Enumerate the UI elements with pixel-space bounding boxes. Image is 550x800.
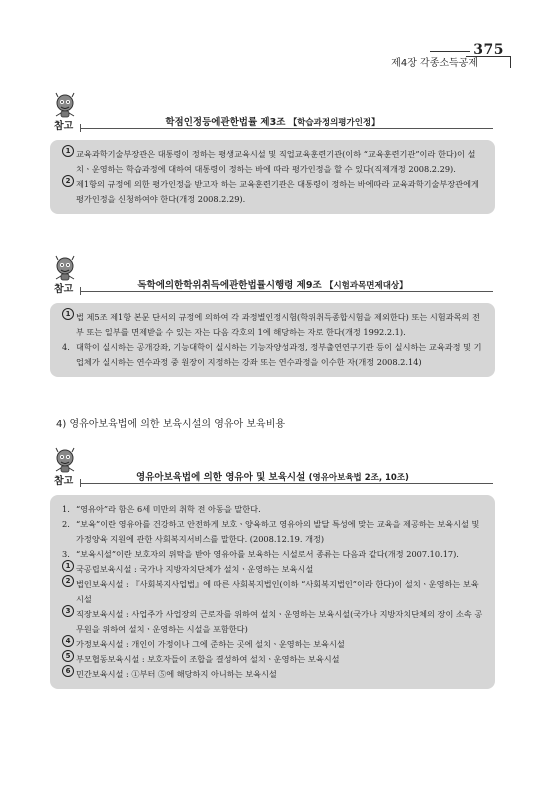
item-number: 4. xyxy=(62,342,70,352)
reference-section-2 xyxy=(50,255,495,377)
list-item xyxy=(62,147,483,177)
list-item xyxy=(62,577,483,607)
item-number: 5 xyxy=(62,650,74,662)
item-number: 4 xyxy=(62,635,74,647)
title-main: 영유아보육법에 의한 영유아 및 보육시설 xyxy=(136,472,306,483)
reference-section-3 xyxy=(50,447,495,689)
item-number: 2 xyxy=(62,175,74,187)
section-head xyxy=(50,447,495,489)
item-number: 2 xyxy=(62,575,74,587)
list-item xyxy=(62,637,483,652)
reference-tag: 참고 xyxy=(54,284,74,295)
list-item xyxy=(62,177,483,207)
title-sub: 【시험과목면제대상】 xyxy=(324,281,408,291)
list-item xyxy=(62,340,483,370)
item-text: 가정보육시설 : 개인이 가정이나 그에 준하는 곳에 설치ㆍ운영하는 보육시설 xyxy=(76,639,345,649)
reference-tag: 참고 xyxy=(54,476,74,487)
item-text: 교육과학기술부장관은 대통령이 정하는 평생교육시설 및 직업교육훈련기관(이하 “교육훈련기관”이라 한다)이 설치ㆍ운영하는 학습과정에 대하여 대통령이 정하는 바에 따라 평가인정을 할 수 있다(직제개정 2008.2.29). xyxy=(76,149,476,174)
header-rule xyxy=(510,56,511,68)
item-text: “보육시설”이란 보호자의 위탁을 받아 영유아를 보육하는 시설로서 종류는 다음과 같다(개정 2007.10.17). xyxy=(76,549,459,559)
list-item xyxy=(62,562,483,577)
header-rule xyxy=(430,51,470,52)
item-number: 1. xyxy=(62,504,70,514)
title-rule xyxy=(80,128,493,129)
item-text: 법인보육시설 : 『사회복지사업법』에 따른 사회복지법인(이하 “사회복지법인”이라 한다)이 설치ㆍ운영하는 보육시설 xyxy=(76,579,479,604)
item-text: 대학이 실시하는 공개강좌, 기능대학이 실시하는 기능자양성과정, 정부출연연구기관 등이 실시하는 교육과정 및 기업체가 실시하는 연수과정 중 원장이 지정하는 강좌 또는 연수과정을 이수한 자(개정 2008.2.14) xyxy=(76,342,482,367)
list-item xyxy=(62,310,483,340)
list-item xyxy=(62,607,483,637)
list-item xyxy=(62,517,483,547)
reference-section-1 xyxy=(50,92,495,214)
list-item xyxy=(62,547,483,562)
item-number: 1 xyxy=(62,308,74,320)
title-main: 독학에의한학위취득에관한법률시행령 제9조 xyxy=(137,280,322,291)
list-item xyxy=(62,652,483,667)
title-sub: 【학습과정의평가인정】 xyxy=(288,118,380,128)
item-number: 1 xyxy=(62,145,74,157)
item-text: 민간보육시설 : ①부터 ⑤에 해당하지 아니하는 보육시설 xyxy=(76,669,277,679)
item-text: 제1항의 규정에 의한 평가인정을 받고자 하는 교육훈련기관은 대통령이 정하는 바에따라 교육과학기술부장관에게 평가인정을 신청하여야 한다(개정 2008.2.29). xyxy=(76,179,479,204)
item-number: 3 xyxy=(62,605,74,617)
item-text: 국공립보육시설 : 국가나 지방자치단체가 설치ㆍ운영하는 보육시설 xyxy=(76,564,314,574)
title-sub: (영유아보육법 2조, 10조) xyxy=(308,473,409,483)
item-text: “영유아”라 함은 6세 미만의 취학 전 아동을 말한다. xyxy=(76,504,261,514)
list-item xyxy=(62,667,483,682)
page-header xyxy=(0,42,550,72)
item-number: 1 xyxy=(62,560,74,572)
title-rule xyxy=(80,483,493,484)
reference-box xyxy=(50,140,495,214)
section-title xyxy=(50,277,495,291)
section-head xyxy=(50,92,495,134)
item-text: 법 제5조 제1항 본문 단서의 규정에 의하여 각 과정별인정시험(학위취득종합시험을 제외한다) 또는 시험과목의 전부 또는 일부를 면제받을 수 있는 자는 다음 각호의 1에 해당하는 자로 한다(개정 1992.2.1). xyxy=(76,312,480,337)
title-rule xyxy=(80,291,493,292)
page-number: 375 xyxy=(473,42,504,58)
section-title xyxy=(50,114,495,128)
item-text: “보육”이란 영유아를 건강하고 안전하게 보호ㆍ양육하고 영유아의 발달 특성에 맞는 교육을 제공하는 보육시설 및 가정양육 지원에 관한 사회복지서비스를 말한다. (2008.12.19. 개정) xyxy=(76,519,480,544)
section-title xyxy=(50,469,495,483)
item-number: 6 xyxy=(62,665,74,677)
item-number: 2. xyxy=(62,519,70,529)
reference-tag: 참고 xyxy=(54,121,74,132)
reference-box xyxy=(50,495,495,689)
title-main: 학점인정등에관한법률 제3조 xyxy=(165,117,286,128)
chapter-title: 제4장 각종소득공제 xyxy=(391,58,478,69)
item-number: 3. xyxy=(62,549,70,559)
list-item xyxy=(62,502,483,517)
reference-box xyxy=(50,303,495,377)
section-head xyxy=(50,255,495,297)
item-text: 부모협동보육시설 : 보호자들이 조합을 결성하여 설치ㆍ운영하는 보육시설 xyxy=(76,654,340,664)
subheading: 4) 영유아보육법에 의한 보육시설의 영유아 보육비용 xyxy=(56,419,286,430)
item-text: 직장보육시설 : 사업주가 사업장의 근로자를 위하여 설치ㆍ운영하는 보육시설(국가나 지방자치단체의 장이 소속 공무원을 위하여 설치ㆍ운영하는 시설을 포함한다) xyxy=(76,609,483,634)
